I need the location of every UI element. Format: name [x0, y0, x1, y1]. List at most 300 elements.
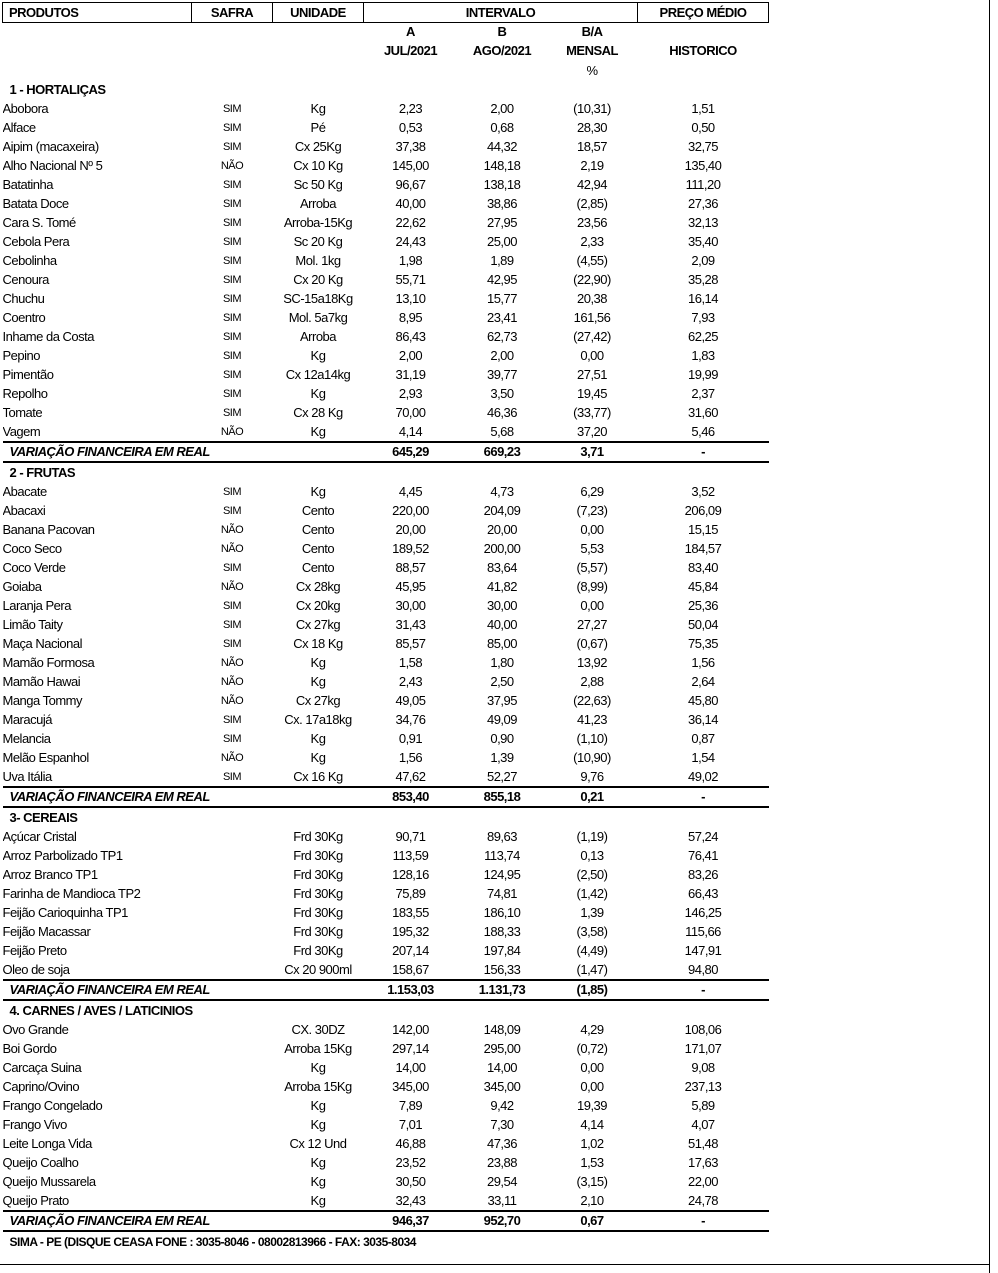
variation-pct: 2,10	[580, 1193, 604, 1208]
unidade: Sc 50 Kg	[293, 177, 343, 192]
price-jul: 75,89	[395, 886, 426, 901]
product-name: Laranja Pera	[2, 598, 71, 613]
product-name: Banana Pacovan	[2, 522, 95, 537]
price-jul: 85,57	[395, 636, 426, 651]
unidade: Arroba 15Kg	[284, 1041, 352, 1056]
variation-pct: 23,56	[576, 215, 608, 230]
historic-price: 66,43	[687, 886, 719, 901]
variation-pct: 18,57	[576, 139, 608, 154]
price-jul: 90,71	[395, 829, 426, 844]
variation-pct: (4,49)	[576, 943, 608, 958]
variation-pct: (8,99)	[576, 579, 608, 594]
safra: SIM	[222, 274, 242, 286]
table-row	[3, 539, 769, 558]
unidade: Kg	[310, 348, 326, 363]
variation-pct: 2,88	[580, 674, 604, 689]
table-row	[3, 1096, 769, 1115]
price-jul: 0,91	[398, 731, 423, 746]
unidade: Cx 12 Und	[289, 1136, 347, 1151]
safra: SIM	[222, 293, 242, 305]
table-row	[3, 1172, 769, 1191]
price-jul: 113,59	[392, 848, 429, 863]
table-row	[3, 827, 769, 846]
price-ago: 41,82	[486, 579, 518, 594]
unidade: Sc 20 Kg	[293, 234, 343, 249]
product-name: Queijo Mussarela	[2, 1174, 96, 1189]
col-header-unidade: UNIDADE	[273, 3, 364, 23]
variation-pct: 0,00	[580, 598, 604, 613]
historic-price: 111,20	[685, 177, 721, 192]
table-header	[3, 3, 769, 81]
variation-pct: (1,19)	[576, 829, 608, 844]
price-jul: 220,00	[392, 503, 429, 518]
product-name: Arroz Branco TP1	[2, 867, 98, 882]
historic-price: 2,64	[691, 674, 715, 689]
variation-pct: (10,31)	[573, 101, 611, 116]
variation-pct: (1,47)	[576, 962, 608, 977]
unidade: Kg	[310, 1174, 326, 1189]
unidade: Frd 30Kg	[293, 886, 343, 901]
price-ago: 25,00	[486, 234, 518, 249]
subheader-b-date: AGO/2021	[472, 43, 532, 58]
historic-price: 2,37	[691, 386, 715, 401]
price-jul: 49,05	[395, 693, 426, 708]
total-variation: 0,21	[547, 787, 638, 807]
product-name: Ovo Grande	[2, 1022, 69, 1037]
price-jul: 70,00	[395, 405, 426, 420]
price-ago: 62,73	[486, 329, 518, 344]
unidade: Frd 30Kg	[293, 905, 343, 920]
product-name: Alho Nacional Nº 5	[2, 158, 103, 173]
historic-price: 76,41	[687, 848, 719, 863]
historic-price: 57,24	[687, 829, 719, 844]
total-jul: 645,29	[364, 442, 458, 462]
variation-pct: 0,00	[580, 1079, 604, 1094]
product-name: Tomate	[2, 405, 43, 420]
price-ago: 1,39	[490, 750, 514, 765]
safra: NÃO	[220, 676, 244, 688]
variation-pct: (2,50)	[576, 867, 608, 882]
product-name: Repolho	[2, 386, 48, 401]
table-row	[3, 558, 769, 577]
unidade: Cx. 17a18kg	[284, 712, 352, 727]
table-row	[3, 672, 769, 691]
price-ago: 124,95	[483, 867, 521, 882]
historic-price: 237,13	[684, 1079, 722, 1094]
price-ago: 27,95	[486, 215, 518, 230]
section-title: 2 - FRUTAS	[9, 465, 76, 480]
safra: SIM	[222, 198, 242, 210]
safra	[192, 1077, 273, 1096]
variation-pct: (7,23)	[576, 503, 608, 518]
price-jul: 47,62	[395, 769, 426, 784]
price-jul: 1,56	[398, 750, 423, 765]
historic-price: 0,50	[691, 120, 715, 135]
price-ago: 1,80	[490, 655, 514, 670]
price-jul: 145,00	[392, 158, 429, 173]
price-ago: 2,00	[490, 101, 514, 116]
product-name: Inhame da Costa	[2, 329, 95, 344]
unidade: Pé	[310, 120, 326, 135]
historic-price: 32,75	[687, 139, 719, 154]
unidade: Cx 25Kg	[294, 139, 342, 154]
safra: SIM	[222, 255, 242, 267]
table-row	[3, 1115, 769, 1134]
variation-pct: 0,00	[580, 348, 604, 363]
product-name: Alface	[2, 120, 36, 135]
price-jul: 31,43	[395, 617, 426, 632]
table-row	[3, 1020, 769, 1039]
safra	[192, 1058, 273, 1077]
historic-price: 3,52	[691, 484, 715, 499]
total-jul: 1.153,03	[364, 980, 458, 1000]
historic-price: 2,09	[691, 253, 715, 268]
price-jul: 22,62	[395, 215, 426, 230]
historic-price: 19,99	[687, 367, 719, 382]
safra: SIM	[222, 350, 242, 362]
price-ago: 15,77	[486, 291, 518, 306]
product-name: Vagem	[2, 424, 41, 439]
safra	[192, 827, 273, 846]
table-row	[3, 748, 769, 767]
unidade: Cento	[301, 541, 335, 556]
product-name: Mamão Formosa	[2, 655, 95, 670]
table-row	[3, 175, 769, 194]
table-row	[3, 501, 769, 520]
safra: SIM	[222, 388, 242, 400]
price-jul: 4,45	[398, 484, 423, 499]
table-row	[3, 156, 769, 175]
table-row	[3, 384, 769, 403]
price-ago: 148,18	[483, 158, 521, 173]
subheader-a-date: JUL/2021	[383, 43, 438, 58]
price-ago: 42,95	[486, 272, 518, 287]
safra: SIM	[222, 600, 242, 612]
historic-price: 5,89	[691, 1098, 715, 1113]
price-jul: 7,89	[398, 1098, 423, 1113]
total-label: VARIAÇÃO FINANCEIRA EM REAL	[3, 1211, 364, 1231]
historic-price: 184,57	[684, 541, 722, 556]
unidade: SC-15a18Kg	[283, 291, 353, 306]
table-row	[3, 365, 769, 384]
safra: SIM	[222, 369, 242, 381]
historic-price: 4,07	[691, 1117, 715, 1132]
table-row	[3, 596, 769, 615]
price-ago: 30,00	[486, 598, 518, 613]
unidade: Arroba 15Kg	[284, 1079, 352, 1094]
product-name: Cebolinha	[2, 253, 57, 268]
price-ago: 4,73	[490, 484, 514, 499]
table-row	[3, 960, 769, 980]
col-header-produtos: PRODUTOS	[3, 3, 192, 23]
historic-price: 45,80	[687, 693, 719, 708]
price-ago: 2,50	[490, 674, 514, 689]
price-ago: 74,81	[486, 886, 518, 901]
historic-price: 115,66	[685, 924, 721, 939]
historic-price: 146,25	[684, 905, 722, 920]
unidade: Cx 10 Kg	[293, 158, 343, 173]
table-row	[3, 653, 769, 672]
product-name: Abacaxi	[2, 503, 46, 518]
price-jul: 13,10	[395, 291, 426, 306]
safra	[192, 846, 273, 865]
variation-pct: 27,51	[576, 367, 608, 382]
subheader-historico: HISTORICO	[669, 43, 737, 58]
table-row	[3, 710, 769, 729]
price-ago: 197,84	[483, 943, 521, 958]
safra: SIM	[222, 638, 242, 650]
variation-pct: 2,19	[580, 158, 604, 173]
section-total-row	[3, 787, 769, 807]
price-ago: 37,95	[486, 693, 518, 708]
total-label: VARIAÇÃO FINANCEIRA EM REAL	[3, 787, 364, 807]
unidade: Mol. 1kg	[295, 253, 341, 268]
unidade: Arroba	[299, 196, 337, 211]
price-ago: 3,50	[490, 386, 514, 401]
safra	[192, 1039, 273, 1058]
price-jul: 297,14	[392, 1041, 429, 1056]
product-name: Carcaça Suina	[2, 1060, 82, 1075]
total-label: VARIAÇÃO FINANCEIRA EM REAL	[3, 980, 364, 1000]
price-jul: 0,53	[398, 120, 423, 135]
unidade: Kg	[310, 750, 326, 765]
variation-pct: 6,29	[580, 484, 604, 499]
price-jul: 86,43	[395, 329, 426, 344]
price-ago: 14,00	[486, 1060, 518, 1075]
historic-price: 31,60	[687, 405, 719, 420]
price-jul: 40,00	[395, 196, 426, 211]
price-ago: 49,09	[486, 712, 518, 727]
price-ago: 186,10	[483, 905, 521, 920]
unidade: Frd 30Kg	[293, 867, 343, 882]
unidade: Cx 27kg	[295, 617, 341, 632]
safra: SIM	[222, 407, 242, 419]
variation-pct: (1,10)	[576, 731, 608, 746]
price-jul: 195,32	[392, 924, 429, 939]
price-ago: 1,89	[490, 253, 514, 268]
variation-pct: 20,38	[576, 291, 608, 306]
product-name: Mamão Hawai	[2, 674, 81, 689]
safra: SIM	[222, 619, 242, 631]
price-ago: 345,00	[483, 1079, 521, 1094]
historic-price: 35,40	[687, 234, 719, 249]
total-ago: 669,23	[458, 442, 547, 462]
historic-price: 1,54	[691, 750, 715, 765]
total-ago: 855,18	[458, 787, 547, 807]
price-ago: 38,86	[486, 196, 518, 211]
section-total-row	[3, 980, 769, 1000]
table-row	[3, 884, 769, 903]
product-name: Farinha de Mandioca TP2	[2, 886, 141, 901]
unidade: Cento	[301, 503, 335, 518]
safra	[192, 1172, 273, 1191]
variation-pct: 13,92	[576, 655, 608, 670]
safra	[192, 1115, 273, 1134]
subheader-row-dates	[3, 41, 769, 60]
product-name: Caprino/Ovino	[2, 1079, 80, 1094]
total-variation: (1,85)	[547, 980, 638, 1000]
historic-price: 17,63	[687, 1155, 719, 1170]
unidade: Kg	[310, 674, 326, 689]
subheader-ba-mensal: MENSAL	[566, 43, 618, 58]
total-label: VARIAÇÃO FINANCEIRA EM REAL	[3, 442, 364, 462]
price-ago: 39,77	[486, 367, 518, 382]
historic-price: 49,02	[687, 769, 719, 784]
price-ago: 148,09	[483, 1022, 521, 1037]
price-jul: 32,43	[395, 1193, 426, 1208]
variation-pct: 37,20	[576, 424, 608, 439]
table-row	[3, 270, 769, 289]
historic-price: 35,28	[687, 272, 719, 287]
historic-price: 83,26	[687, 867, 719, 882]
historic-price: 171,07	[684, 1041, 722, 1056]
safra: NÃO	[220, 160, 244, 172]
price-jul: 8,95	[398, 310, 423, 325]
table-row	[3, 118, 769, 137]
historic-price: 36,14	[687, 712, 719, 727]
variation-pct: 161,56	[573, 310, 611, 325]
price-ago: 200,00	[483, 541, 521, 556]
safra: SIM	[222, 103, 242, 115]
unidade: Arroba	[299, 329, 337, 344]
price-ago: 52,27	[486, 769, 518, 784]
col-header-intervalo: INTERVALO	[364, 3, 638, 23]
table-row	[3, 1039, 769, 1058]
unidade: Cx 16 Kg	[293, 769, 343, 784]
total-historic: -	[638, 1211, 769, 1231]
price-ago: 23,88	[486, 1155, 518, 1170]
unidade: Cx 20 900ml	[284, 962, 352, 977]
section-header	[3, 462, 769, 482]
sheet-bottom-border	[0, 1264, 990, 1265]
safra: NÃO	[220, 695, 244, 707]
table-row	[3, 922, 769, 941]
product-name: Abacate	[2, 484, 47, 499]
subheader-row-letters	[3, 23, 769, 42]
safra: SIM	[222, 141, 242, 153]
price-jul: 45,95	[395, 579, 426, 594]
table-row	[3, 577, 769, 596]
price-ago: 2,00	[490, 348, 514, 363]
price-jul: 2,93	[398, 386, 423, 401]
price-jul: 207,14	[392, 943, 429, 958]
historic-price: 24,78	[687, 1193, 719, 1208]
table-row	[3, 1153, 769, 1172]
historic-price: 1,56	[691, 655, 715, 670]
product-name: Uva Itália	[2, 769, 52, 784]
historic-price: 32,13	[687, 215, 719, 230]
price-jul: 20,00	[395, 522, 426, 537]
price-jul: 30,00	[395, 598, 426, 613]
historic-price: 83,40	[687, 560, 719, 575]
historic-price: 62,25	[687, 329, 719, 344]
section-title: 3- CEREAIS	[9, 810, 78, 825]
variation-pct: 0,13	[580, 848, 604, 863]
safra: SIM	[222, 733, 242, 745]
historic-price: 51,48	[687, 1136, 719, 1151]
price-jul: 2,00	[398, 348, 423, 363]
price-jul: 183,55	[392, 905, 429, 920]
col-header-preco-medio: PREÇO MÉDIO	[638, 3, 769, 23]
product-name: Manga Tommy	[2, 693, 83, 708]
safra	[192, 922, 273, 941]
total-ago: 952,70	[458, 1211, 547, 1231]
price-ago: 204,09	[483, 503, 521, 518]
historic-price: 15,15	[687, 522, 719, 537]
price-jul: 55,71	[395, 272, 426, 287]
historic-price: 147,91	[684, 943, 722, 958]
safra: NÃO	[220, 426, 244, 438]
variation-pct: (0,72)	[576, 1041, 608, 1056]
unidade: Kg	[310, 1060, 326, 1075]
price-jul: 7,01	[398, 1117, 423, 1132]
section-header	[3, 1000, 769, 1020]
price-jul: 2,43	[398, 674, 423, 689]
footer-row	[3, 1231, 769, 1251]
price-jul: 46,88	[395, 1136, 426, 1151]
historic-price: 50,04	[687, 617, 719, 632]
historic-price: 5,46	[691, 424, 715, 439]
product-name: Coentro	[2, 310, 46, 325]
unidade: Cx 20 Kg	[293, 272, 343, 287]
product-name: Abobora	[2, 101, 49, 116]
safra: SIM	[222, 331, 242, 343]
price-ago: 0,68	[490, 120, 514, 135]
historic-price: 75,35	[687, 636, 719, 651]
price-ago: 83,64	[486, 560, 518, 575]
price-ago: 47,36	[486, 1136, 518, 1151]
variation-pct: (22,90)	[573, 272, 611, 287]
variation-pct: 41,23	[576, 712, 608, 727]
safra: NÃO	[220, 524, 244, 536]
safra	[192, 865, 273, 884]
table-row	[3, 615, 769, 634]
table-row	[3, 1077, 769, 1096]
table-row	[3, 1058, 769, 1077]
product-name: Frango Congelado	[2, 1098, 103, 1113]
price-ago: 9,42	[490, 1098, 514, 1113]
unidade: Kg	[310, 655, 326, 670]
product-name: Pepino	[2, 348, 40, 363]
unidade: Kg	[310, 1098, 326, 1113]
variation-pct: 1,02	[580, 1136, 604, 1151]
total-ago: 1.131,73	[458, 980, 547, 1000]
unidade: Cx 18 Kg	[293, 636, 343, 651]
header-row	[3, 3, 769, 23]
product-name: Coco Verde	[2, 560, 66, 575]
table-row	[3, 251, 769, 270]
variation-pct: (10,90)	[573, 750, 611, 765]
table-row	[3, 137, 769, 156]
footer-contact: SIMA - PE (DISQUE CEASA FONE : 3035-8046 - 08002813966 - FAX: 3035-8034	[9, 1235, 416, 1249]
product-name: Leite Longa Vida	[2, 1136, 92, 1151]
price-jul: 1,98	[398, 253, 423, 268]
variation-pct: 5,53	[580, 541, 604, 556]
variation-pct: (3,58)	[576, 924, 608, 939]
total-variation: 0,67	[547, 1211, 638, 1231]
safra: NÃO	[220, 657, 244, 669]
variation-pct: 9,76	[580, 769, 604, 784]
table-row	[3, 767, 769, 787]
table-row	[3, 327, 769, 346]
product-name: Melão Espanhol	[2, 750, 89, 765]
table-row	[3, 941, 769, 960]
historic-price: 27,36	[687, 196, 719, 211]
variation-pct: (22,63)	[573, 693, 611, 708]
price-ago: 0,90	[490, 731, 514, 746]
total-historic: -	[638, 980, 769, 1000]
unidade: Cento	[301, 522, 335, 537]
